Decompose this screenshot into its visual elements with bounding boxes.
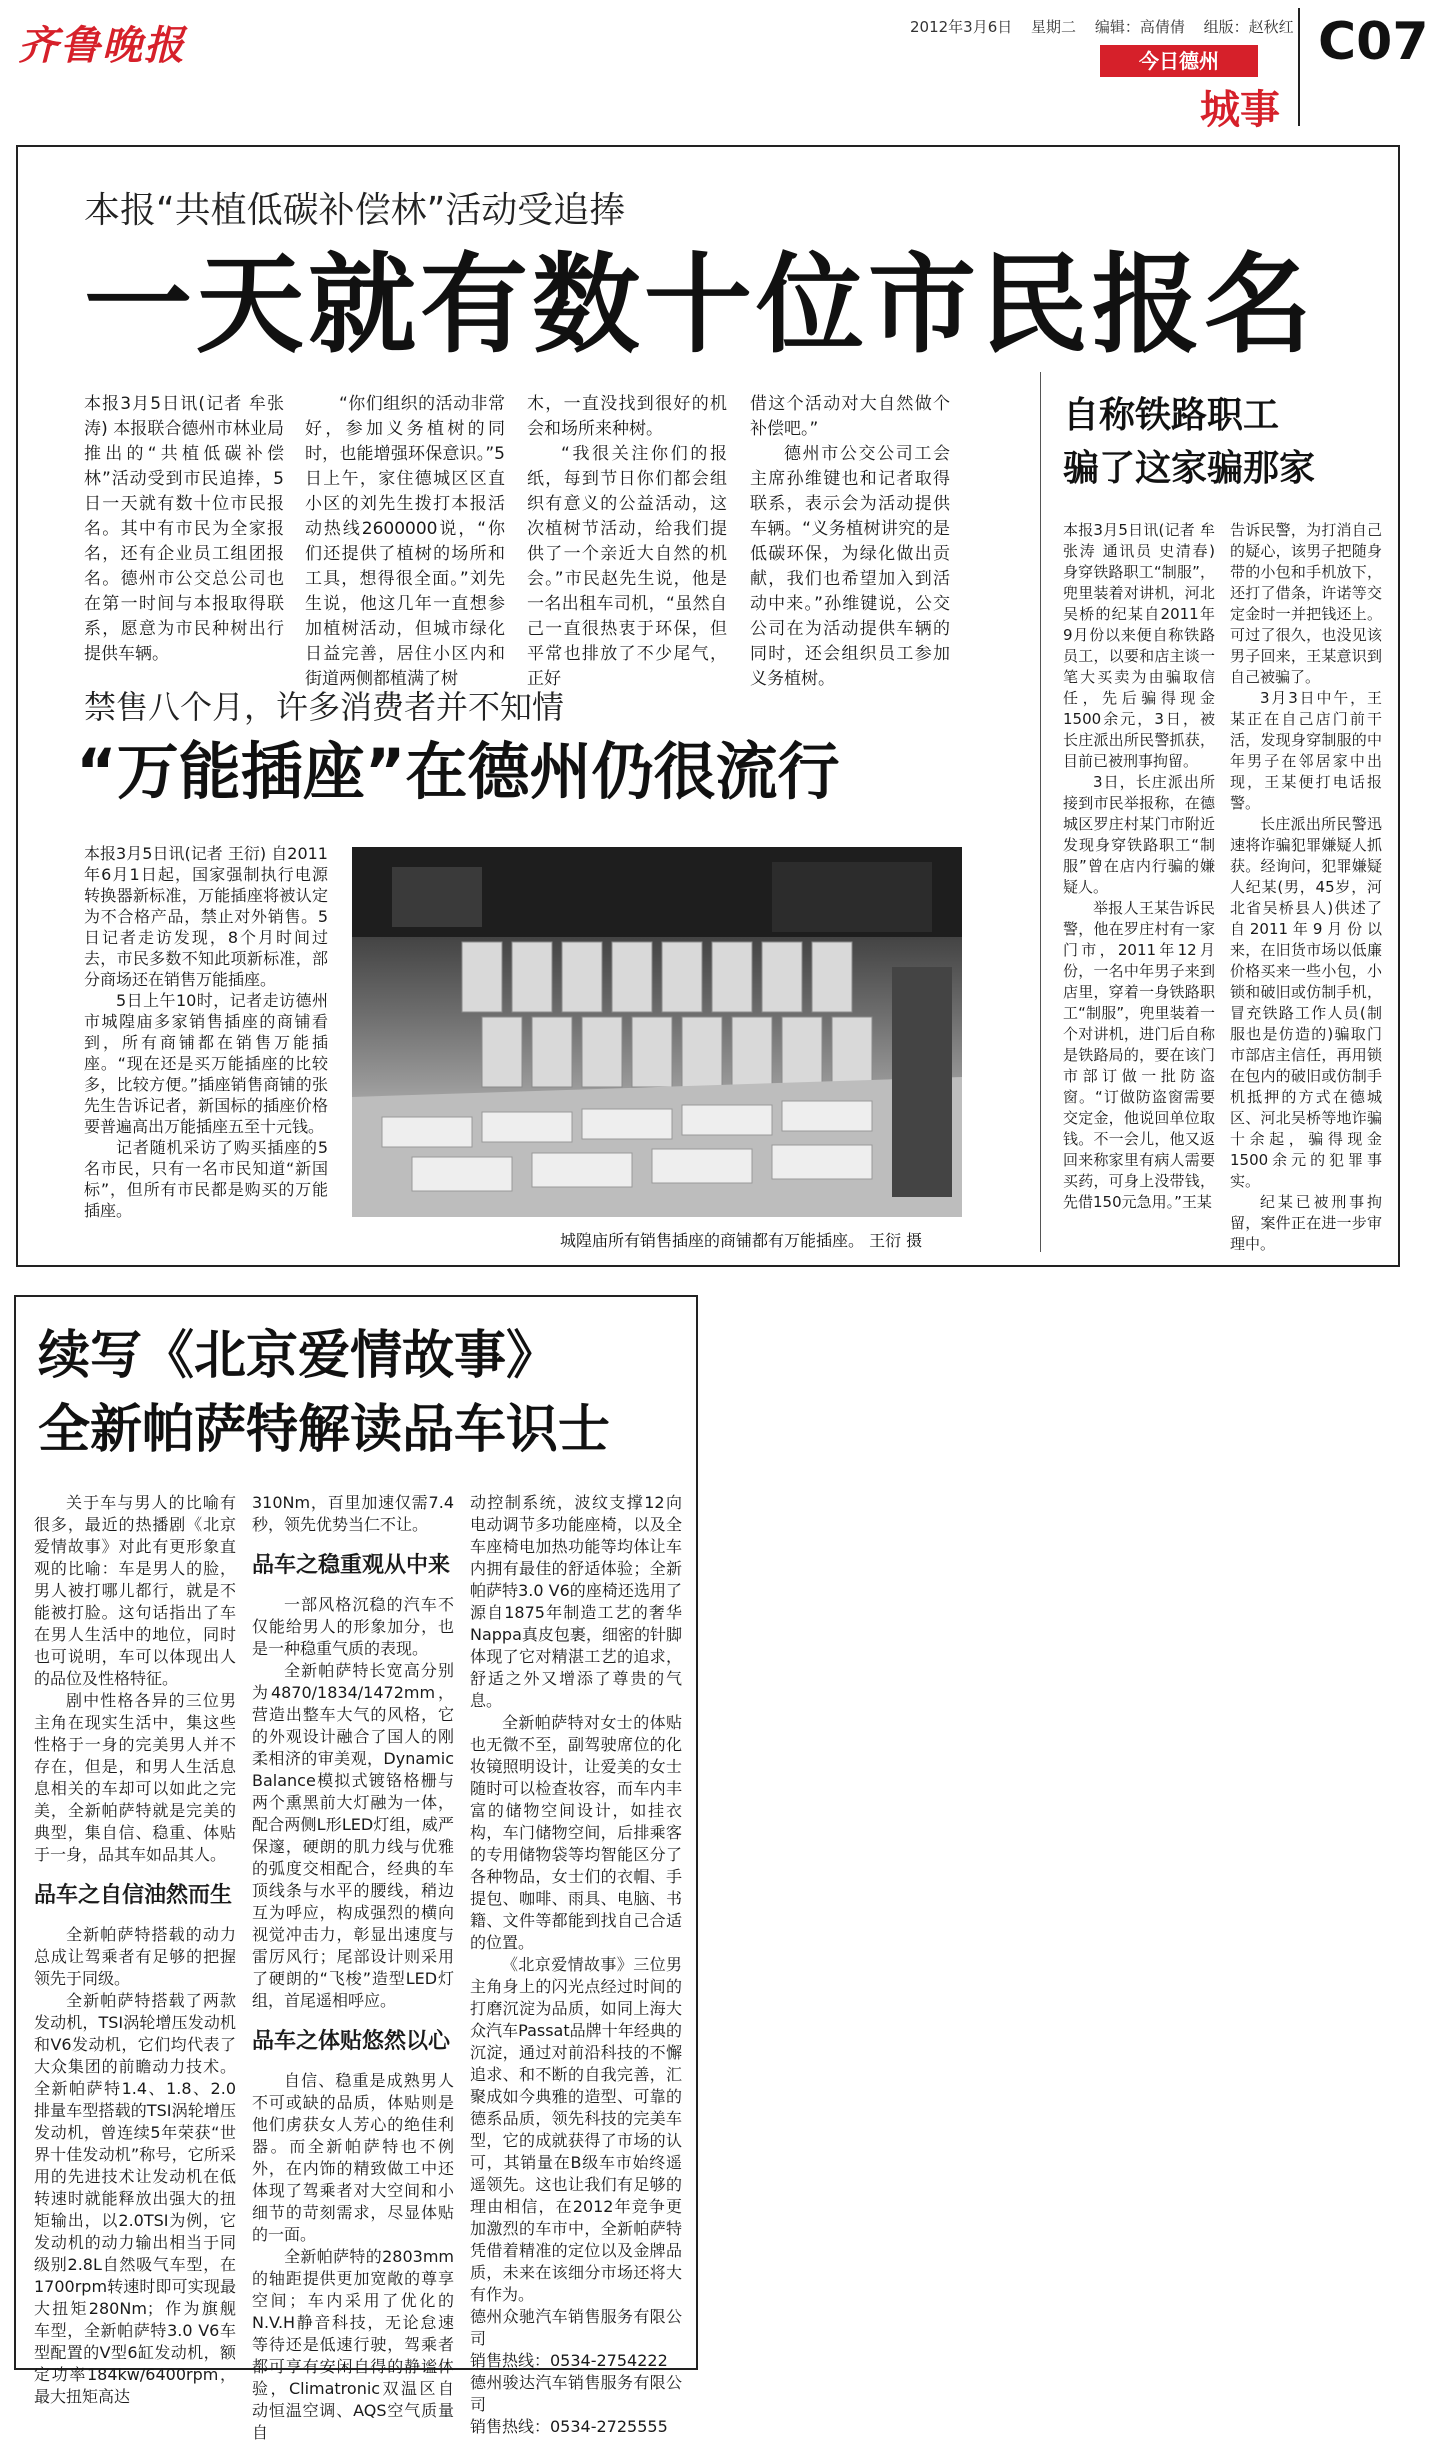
article4-p4: 全新帕萨特搭载了两款发动机，TSI涡轮增压发动机和V6发动机，它们均代表了大众集团的前瞻动力技术。全新帕萨特1.4、1.8、2.0排量车型搭载的TSI涡轮增压发动机，曾连续5年荣获“世界十佳发动机”称号，它所采用的先进技术让发动机在低转速时就能释放出强大的扭矩输出，以2.0TSI为例，它发动机的动力输出相当于同级别2.8L自然吸气车型，在1700rpm转速时即可实现最大扭矩280Nm；作为旗舰车型，全新帕萨特3.0 V6车型配置的V型6缸发动机，额定功率184kw/6400rpm，最大扭矩高达 [34,1991,236,2406]
article1-p5: 借这个活动对大自然做个补偿吧。” [750,394,950,439]
article4-p12: 《北京爱情故事》三位男主角身上的闪光点经过时间的打磨沉淀为品质，如同上海大众汽车Passat品牌十年经典的沉淀，通过对前沿科技的不懈追求、和不断的自我完善，汇聚成如今典雅的造型、可靠的德系品质，领先科技的完美车型，它的成就获得了市场的认可，其销量在B级车市始终遥遥领先。这也让我们有足够的理由相信，在2012年竞争更加激烈的车市中，全新帕萨特凭借着精准的定位以及金牌品质，未来在该细分市场还将大有作为。 [470,1955,682,2304]
article3-headline-line2: 骗了这家骗那家 [1063,448,1316,489]
article1-headline: 一天就有数十位市民报名 [84,243,1317,368]
article4-headline-line2: 全新帕萨特解读品车识士 [38,1400,611,1460]
layout-editor-text: 组版：赵秋红 [1203,18,1294,36]
article4-headline-line1: 续写《北京爱情故事》 [38,1326,559,1386]
subheading-steady: 品车之稳重观从中来 [252,1553,451,1578]
masthead-divider [1298,8,1300,126]
article2-headline: “万能插座”在德州仍很流行 [76,735,840,808]
dealer-hotline-2: 销售热线：0534-2725555 [470,2417,668,2436]
article4-p8: 自信、稳重是成熟男人不可或缺的品质，体贴则是他们虏获女人芳心的绝佳利器。而全新帕萨特也不例外，在内饰的精致做工中还体现了驾乘者对大空间和小细节的苛刻需求，尽显体贴的一面。 [252,2071,454,2244]
article4-col3 [470,1492,682,2436]
issue-date [910,16,1294,37]
article1-p2: “你们组织的活动非常好，参加义务植树的同时，也能增强环保意识。”5日上午，家住德城区区直小区的刘先生拨打本报活动热线2600000说，“你们还提供了植树的场所和工具，想得很全面。”刘先生说，他这几年一直想参加植树活动，但城市绿化日益完善，居住小区内和街道两侧都植满了树 [305,394,505,689]
article3-col2 [1230,520,1382,1252]
section-title: 城事 [1200,87,1280,133]
article1-col3 [527,392,727,689]
dealer-name-2: 德州骏达汽车销售服务有限公司 [470,2373,682,2414]
article4-p11: 全新帕萨特对女士的体贴也无微不至，副驾驶席位的化妆镜照明设计，让爱美的女士随时可以检查妆容，而车内丰富的储物空间设计，如挂衣构，车门储物空间，后排乘客的专用储物袋等均智能区分了各种物品，女士们的衣帽、手提包、咖啡、雨具、电脑、书籍、文件等都能到找自己合适的位置。 [470,1713,682,1952]
article3-p7: 纪某已被刑事拘留，案件正在进一步审理中。 [1230,1193,1382,1253]
subheading-caring: 品车之体贴悠然以心 [252,2029,451,2054]
article4-p5: 310Nm，百里加速仅需7.4秒，领先优势当仁不让。 [252,1493,454,1534]
date-text: 2012年3月6日 [910,18,1013,36]
article3-p5: 3月3日中午，王某正在自己店门前干活，发现身穿制服的中年男子在邻居家中出现，王某便打电话报警。 [1230,689,1382,812]
article3-col1 [1063,520,1215,1252]
article1-p4: “我很关注你们的报纸，每到节日你们都会组织有意义的公益活动，这次植树节活动，给我们提供了一个亲近大自然的机会。”市民赵先生说，他是一名出租车司机，“虽然自己一直很热衷于环保，但平常也排放了不少尾气，正好 [527,444,727,689]
article2-p2: 5日上午10时，记者走访德州市城隍庙多家销售插座的商铺看到，所有商铺都在销售万能插座。“现在还是买万能插座的比较多，比较方便。”插座销售商铺的张先生告诉记者，新国标的插座价格要普遍高出万能插座五至十元钱。 [84,991,328,1136]
column-divider [1040,372,1041,1252]
article4-col2 [252,1492,454,2442]
article4-p3: 全新帕萨特搭载的动力总成让驾乘者有足够的把握领先于同级。 [34,1925,236,1988]
article3-p6: 长庄派出所民警迅速将诈骗犯罪嫌疑人抓获。经询问，犯罪嫌疑人纪某(男，45岁，河北省吴桥县人)供述了自2011年9月份以来，在旧货市场以低廉价格买来一些小包，小锁和破旧或仿制手机，冒充铁路工作人员(制服也是仿造的)骗取门市部店主信任，再用锁在包内的破旧或仿制手机抵押的方式在德城区、河北吴桥等地诈骗十余起，骗得现金1500余元的犯罪事实。 [1230,815,1382,1190]
subheading-confidence: 品车之自信油然而生 [34,1883,233,1908]
photo-caption: 城隍庙所有销售插座的商铺都有万能插座。 王衍 摄 [560,1231,923,1250]
newspaper-logo: 齐鲁晚报 [18,22,186,69]
article4-p1: 关于车与男人的比喻有很多，最近的热播剧《北京爱情故事》对此有更形象直观的比喻：车是男人的脸，男人被打哪儿都行，就是不能被打脸。这句话指出了车在男人生活中的地位，同时也可说明，车可以体现出人的品位及性格特征。 [34,1493,236,1688]
article4-p2: 剧中性格各异的三位男主角在现实生活中，集这些性格于一身的完美男人并不存在，但是，和男人生活息息相关的车却可以如此之完美，全新帕萨特就是完美的典型，集自信、稳重、体贴于一身，品其车如品其人。 [34,1691,236,1864]
editor-text: 编辑：高倩倩 [1094,18,1185,36]
page-number: C07 [1318,12,1429,72]
article4-p10: 动控制系统，波纹支撑12向电动调节多功能座椅，以及全车座椅电加热功能等均体让车内拥有最佳的舒适体验；全新帕萨特3.0 V6的座椅还选用了源自1875年制造工艺的奢华Nappa真皮包裹，细密的针脚体现了它对精湛工艺的追求，舒适之外又增添了尊贵的气息。 [470,1493,682,1710]
article4-p9: 全新帕萨特的2803mm的轴距提供更加宽敞的尊享空间；车内采用了优化的N.V.H静音科技，无论怠速等待还是低速行驶，驾乘者都可享有安闲自得的静谧体验，Climatronic双温区自动恒温空调、AQS空气质量自 [252,2247,454,2442]
weekday-text: 星期二 [1031,18,1077,36]
article4-col1 [34,1492,236,2406]
article2-p1: 本报3月5日讯(记者 王衍) 自2011年6月1日起，国家强制执行电源转换器新标准，万能插座将被认定为不合格产品，禁止对外销售。5日记者走访发现，8个月时间过去，市民多数不知此项新标准，部分商场还在销售万能插座。 [84,844,328,989]
article2-p3: 记者随机采访了购买插座的5名市民，只有一名市民知道“新国标”，但所有市民都是购买的万能插座。 [84,1138,328,1220]
article3-p3: 举报人王某告诉民警，他在罗庄村有一家门市，2011年12月份，一名中年男子来到店里，穿着一身铁路职工“制服”，兜里装着一个对讲机，进门后自称是铁路局的，要在该门市部订做一批防盗窗。“订做防盗窗需要交定金，他说回单位取钱。不一会儿，他又返回来称家里有病人需要买药，可身上没带钱，先借150元急用。”王某 [1063,899,1215,1211]
article1-p1: 本报3月5日讯(记者 牟张涛) 本报联合德州市林业局推出的“共植低碳补偿林”活动受到市民追捧，5日一天就有数十位市民报名。其中有市民为全家报名，还有企业员工组团报名。德州市公交总公司也在第一时间与本报取得联系，愿意为市民种树出行提供车辆。 [84,394,284,664]
article4-p6: 一部风格沉稳的汽车不仅能给男人的形象加分，也是一种稳重气质的表现。 [252,1595,454,1658]
article3-headline-line1: 自称铁路职工 [1063,395,1280,436]
socket-shop-photo-art [352,847,962,1217]
article2-kicker: 禁售八个月，许多消费者并不知情 [84,688,565,726]
socket-shop-photo [352,847,962,1217]
dealer-hotline-1: 销售热线：0534-2754222 [470,2351,668,2370]
article3-p1: 本报3月5日讯(记者 牟张涛 通讯员 史清春) 身穿铁路职工“制服”，兜里装着对讲机，河北吴桥的纪某自2011年9月份以来便自称铁路员工，以要和店主谈一笔大买卖为由骗取信任，先后骗得现金1500余元，3日，被长庄派出所民警抓获，目前已被刑事拘留。 [1063,521,1215,770]
article1-p3: 木，一直没找到很好的机会和场所来种树。 [527,394,727,439]
article1-col1 [84,392,284,664]
edition-tag: 今日德州 [1100,45,1258,77]
article4-p7: 全新帕萨特长宽高分别为4870/1834/1472mm，营造出整车大气的风格，它的外观设计融合了国人的刚柔相济的审美观，Dynamic Balance模拟式镀铬格栅与两个熏黑前大灯融为一体，配合两侧L形LED灯组，威严保邃，硬朗的肌力线与优雅的弧度交相配合，经典的车顶线条与水平的腰线，稍边互为呼应，构成强烈的横向视觉冲击力，彰显出速度与雷厉风行；尾部设计则采用了硬朗的“飞梭”造型LED灯组，首尾遥相呼应。 [252,1661,454,2010]
article1-col4 [750,392,950,689]
article1-col2 [305,392,505,689]
article3-p2: 3日，长庄派出所接到市民举报称，在德城区罗庄村某门市附近发现身穿铁路职工“制服”曾在店内行骗的嫌疑人。 [1063,773,1215,896]
dealer-name-1: 德州众驰汽车销售服务有限公司 [470,2307,682,2348]
article3-p4: 告诉民警，为打消自己的疑心，该男子把随身带的小包和手机放下，还打了借条，许诺等交定金时一并把钱还上。可过了很久，也没见该男子回来，王某意识到自己被骗了。 [1230,521,1382,686]
article1-kicker: 本报“共植低碳补偿林”活动受追捧 [84,190,626,231]
article1-p6: 德州市公交公司工会主席孙维键也和记者取得联系，表示会为活动提供车辆。“义务植树讲究的是低碳环保，为绿化做出贡献，我们也希望加入到活动中来。”孙维键说，公交公司在为活动提供车辆的同时，还会组织员工参加义务植树。 [750,444,950,689]
article2-col1 [84,843,328,1248]
